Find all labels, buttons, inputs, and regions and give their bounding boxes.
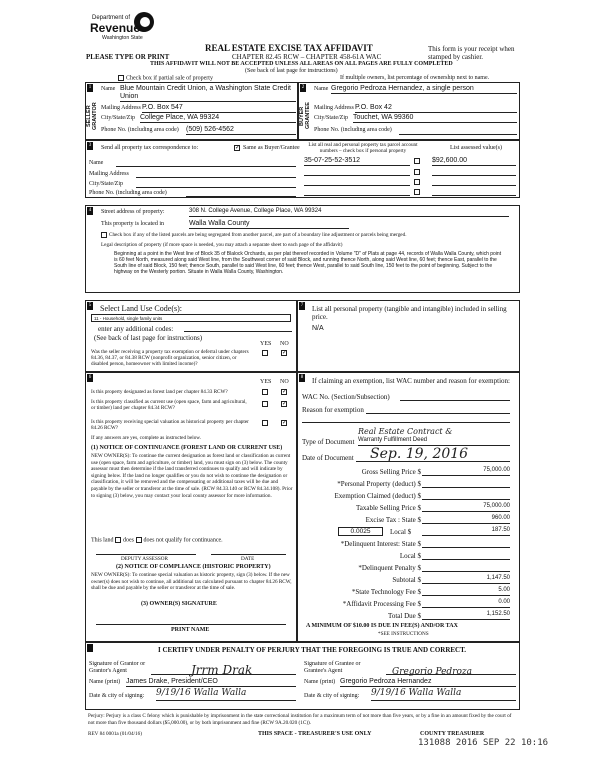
exemption-question: Was the seller receiving a property tax exemption or deferral under chapters 84.36, 84.37, or 84.38 RCW (nonprofit organization, senior citizen, or disabled person, homeowner with limited income)? (91, 349, 249, 367)
s3-name-label: Name (89, 160, 104, 166)
grantee-sig-label: Signature of Grantee or Grantee's Agent (304, 661, 361, 674)
calc-row (298, 551, 521, 561)
does-checkbox[interactable] (115, 537, 121, 543)
seller-name[interactable]: Blue Mountain Credit Union, a Washington State Credit Union (120, 85, 296, 102)
if-yes-note: If any answers are yes, complete as instructed below. (91, 435, 202, 441)
land-qualify-row: This land does does not qualify for continuance. (91, 537, 223, 544)
seller-phone[interactable]: (509) 526-4562 (186, 126, 296, 135)
seller-city[interactable]: College Place, WA 99324 (140, 114, 296, 123)
calc-value[interactable] (422, 491, 510, 500)
calc-value[interactable]: 1,147.50 (422, 575, 510, 584)
perjury-note: Perjury: Perjury is a class C felony which is punishable by imprisonment in the state correctional institution for a maximum term of not more than five years, or by a fine in an amount fixed by the court of not more than five thousand dollars ($5,000.00), or by both imprisonment and fine (RCW 9A.20.020 (1C)). (88, 713, 512, 726)
value-2[interactable] (432, 168, 516, 176)
current-use-question: Is this property classified as current use (open space, farm and agricultural, or timber) land per chapter 84.34 RCW? (91, 399, 247, 411)
doc-date-label: Date of Document (302, 454, 354, 462)
grantor-sig-label: Signature of Grantor or Grantor's Agent (89, 661, 146, 674)
calc-label: Exemption Claimed (deduct) $ (334, 492, 421, 500)
forest-question: Is this property designated as forest land per chapter 84.33 RCW? (91, 389, 228, 395)
parcel-1-personal-checkbox[interactable] (414, 158, 420, 164)
land-use-label: Select Land Use Code(s): (100, 304, 182, 313)
calc-value[interactable]: 5.00 (422, 587, 510, 596)
s3-city-label: City/State/Zip (89, 181, 123, 187)
calc-label: *Delinquent Interest: State $ (340, 540, 421, 548)
calc-value[interactable]: 960.00 (422, 515, 510, 524)
s3-city-input[interactable] (136, 180, 296, 188)
section-number-4: 4 (88, 208, 92, 213)
parcel-3[interactable] (304, 178, 410, 186)
buyer-city[interactable]: Touchet, WA 99360 (353, 114, 517, 123)
s3-mailing-label: Mailing Address (89, 171, 129, 177)
calc-row (298, 539, 521, 549)
section-3 (85, 140, 520, 198)
calc-label: *Affidavit Processing Fee $ (342, 600, 421, 608)
grantor-name[interactable]: James Drake, President/CEO (126, 678, 296, 687)
historic-yes[interactable] (262, 420, 268, 426)
s3-phone-label: Phone No. (including area code) (89, 190, 167, 196)
section-8 (297, 372, 520, 642)
grantor-date[interactable]: 9/19/16 Walla Walla (156, 688, 296, 701)
calc-label: *Personal Property (deduct) $ (337, 480, 421, 488)
street-address[interactable]: 308 N. College Avenue, College Place, WA 99324 (189, 208, 509, 217)
notice-1-body: NEW OWNER(S): To continue the current designation as forest land or classification as current use (open space, farm and agriculture, or timber) land, you must sign on (3) below. The county assessor must then determine if the land transferred continues to qualify and will indicate by signing below. If the land no longer qualifies or you do not wish to continue the designation or classification, it will be removed and the compensating or additional taxes will be due and payable by the seller or transferor at the time of sale. (RCW 84.33.140 or RCW 84.34.108). Prior to signing (3) below, you may contact your local county assessor for more information. (91, 453, 293, 499)
logo-state: Washington State (102, 35, 143, 41)
doc-type-label: Type of Document (302, 438, 355, 446)
calc-value[interactable] (422, 539, 510, 548)
doc-type-handwritten: Real Estate Contract & (358, 427, 453, 436)
does-not-checkbox[interactable] (136, 537, 142, 543)
current-use-no[interactable]: ✓ (282, 401, 288, 407)
segregated-row[interactable]: Check box if any of the listed parcels are being segregated from another parcel, are part of a boundary line adjustment or parcels being merged. (101, 232, 407, 238)
land-use-select[interactable]: 11 - Household, single family units (91, 314, 291, 322)
seller-name-label: Name (101, 86, 116, 92)
multiple-owners-note: If multiple owners, list percentage of ownership next to name. (340, 75, 490, 81)
notice-1-title: (1) NOTICE OF CONTINUANCE (FOREST LAND OR CURRENT USE) (91, 445, 283, 451)
section-number-3: 3 (88, 143, 92, 148)
owner-sig-label: (3) OWNER(S) SIGNATURE (141, 601, 217, 607)
section-6 (85, 372, 297, 642)
s3-mailing-input[interactable] (136, 170, 296, 178)
calc-label: Total Due $ (388, 612, 421, 620)
wac-label: WAC No. (Section/Subsection) (302, 393, 390, 401)
value-header: List assessed value(s) (450, 145, 502, 151)
treasurer-space: THIS SPACE - TREASURER'S USE ONLY (258, 731, 372, 737)
calc-row (298, 599, 521, 609)
calc-value[interactable] (422, 551, 510, 560)
calc-label: Gross Selling Price $ (361, 468, 421, 476)
wac-input[interactable] (400, 392, 510, 401)
section-number-5: 5 (88, 303, 92, 308)
historic-question: Is this property receiving special valuation as historical property per chapter 84.26 RCW? (91, 419, 249, 431)
certify-marker (87, 644, 93, 652)
section-5 (85, 300, 297, 372)
section-number-1: 1 (88, 85, 92, 90)
grantee-signature-scrawl: Gregorio Pedroza (392, 667, 473, 677)
calc-value[interactable]: 75,000.00 (422, 467, 510, 476)
treasurer-stamp: 131088 2016 SEP 22 10:16 (418, 738, 549, 748)
calc-label: Excise Tax : State $ (365, 516, 421, 524)
seller-phone-label: Phone No. (including area code) (101, 127, 179, 133)
calc-row (298, 491, 521, 501)
local-rate[interactable]: 0.0025 (338, 527, 383, 536)
deputy-sig-line[interactable] (96, 549, 196, 555)
s5-no-header: NO (280, 341, 289, 347)
buyer-mailing-label: Mailing Address (314, 105, 354, 111)
grantee-signature[interactable] (386, 661, 516, 675)
forest-no[interactable]: ✓ (282, 389, 288, 395)
seller-side-label: SELLER GRANTOR (86, 102, 98, 130)
receipt-note: This form is your receipt when stamped by cashier. (428, 45, 515, 61)
calc-label: *State Technology Fee $ (351, 588, 421, 596)
section-number-7: 7 (300, 303, 304, 308)
see-back-note: (See back of last page for instructions) (245, 68, 338, 74)
parcel-2[interactable] (304, 168, 410, 176)
located-label: This property is located in (101, 221, 164, 227)
reason-label: Reason for exemption (302, 406, 364, 414)
logo-revenue: Revenue (90, 21, 141, 35)
buyer-phone-label: Phone No. (including area code) (314, 127, 392, 133)
street-label: Street address of property: (101, 209, 165, 215)
parcel-4-checkbox[interactable] (414, 189, 420, 195)
section-1-seller (85, 82, 298, 140)
calc-row (298, 467, 521, 477)
grantee-date-label: Date & city of signing: (304, 693, 360, 699)
buyer-city-label: City/State/Zip (314, 115, 348, 121)
doc-date[interactable]: Sep. 19, 2016 (356, 446, 510, 462)
calc-row (298, 575, 521, 585)
owner-sig-line[interactable] (96, 619, 286, 625)
page-subtitle: CHAPTER 82.45 RCW – CHAPTER 458-61A WAC (232, 53, 382, 61)
reason-input[interactable] (366, 405, 510, 414)
land-use-see-back: (See back of last page for instructions) (94, 334, 203, 342)
warning-text: THIS AFFIDAVIT WILL NOT BE ACCEPTED UNLESS ALL AREAS ON ALL PAGES ARE FULLY COMPLETED (150, 61, 453, 67)
calc-value[interactable]: 1,152.50 (422, 611, 510, 620)
grantor-signature-scrawl: Jrrm Drak (191, 663, 253, 677)
calc-label: Taxable Selling Price $ (355, 504, 421, 512)
type-print-note: PLEASE TYPE OR PRINT (86, 53, 170, 61)
grantee-name[interactable]: Gregorio Pedroza Hernandez (340, 678, 516, 687)
calc-value[interactable]: 0.00 (422, 599, 510, 608)
historic-no[interactable]: ✓ (282, 420, 288, 426)
deputy-date-line[interactable] (211, 549, 286, 555)
buyer-phone[interactable] (399, 126, 517, 135)
parcel-header: List all real and personal property tax parcel account numbers – check box if personal property (308, 142, 418, 154)
grantee-name-label: Name (print) (304, 679, 336, 685)
county[interactable]: Walla Walla County (189, 220, 349, 229)
send-to-label: Send all property tax correspondence to: (101, 145, 199, 151)
calc-value[interactable]: 75,000.00 (422, 503, 510, 512)
s6-no-header: NO (280, 379, 289, 385)
personal-property-label: List all personal property (tangible and intangible) included in selling price. (312, 305, 507, 321)
partial-sale-row[interactable]: Check box if partial sale of property (118, 75, 213, 82)
grantor-signature[interactable] (151, 661, 296, 675)
reason-input-2[interactable] (302, 417, 510, 423)
section-2-buyer (298, 82, 520, 140)
section-number-2: 2 (301, 85, 305, 90)
grantor-date-label: Date & city of signing: (89, 693, 145, 699)
notice-2-body: NEW OWNER(S): To continue special valuation as historic property, sign (3) below. If the new owner(s) does not wish to continue, all additional tax calculated pursuant to chapter 84.26 RCW, shall be due and payable by the seller or transferor at the time of sale. (91, 572, 292, 592)
s6-yes-header: YES (260, 379, 272, 385)
print-name-label: PRINT NAME (171, 627, 210, 633)
seller-mailing-label: Mailing Address (101, 105, 141, 111)
calc-row (298, 587, 521, 597)
current-use-yes[interactable] (262, 401, 268, 407)
additional-codes-label: enter any additional codes: (98, 325, 174, 333)
same-as-buyer-checkbox[interactable]: ✓ (235, 145, 241, 151)
buyer-side-label: BUYER GRANTEE (299, 102, 311, 130)
local-tax[interactable]: 187.50 (422, 527, 510, 536)
additional-codes-input[interactable] (184, 324, 292, 332)
parcel-number[interactable]: 35-07-25-52-3512 (304, 157, 410, 166)
same-as-buyer-label: Same as Buyer/Grantee (243, 145, 300, 151)
s5-yes-header: YES (260, 341, 272, 347)
s3-name-input[interactable] (116, 159, 296, 167)
calc-label: Subtotal $ (392, 576, 421, 584)
see-instructions: *SEE INSTRUCTIONS (378, 631, 429, 637)
calc-row (298, 479, 521, 489)
section-number-6: 6 (88, 375, 92, 380)
seller-mailing[interactable]: P.O. Box 547 (142, 104, 296, 113)
legal-description: Beginning at a point in the West line of Block 35 of Blalock Orchards, as per plat thereof recorded in Volume "D" of Plats at page 44, records of Walla Walla County, which point is 60 feet North, measured along said West line, from the Southwest corner of said Block, and running thence North, along said West line, 60 feet; thence East, parallel to the South line of said Block, 150 feet; thence South, parallel to said West line, 60 feet; thence West, parallel to said South line, 150 feet to the point of beginning. Subject to the highway on the Westerly portion. Situate in Walla Walla County, Washington. (114, 251, 502, 275)
calc-label: Local $ (399, 552, 421, 560)
value-4[interactable] (432, 188, 516, 196)
section-4 (85, 205, 520, 293)
calc-row (298, 563, 521, 573)
certify-title: I CERTIFY UNDER PENALTY OF PERJURY THAT THE FOREGOING IS TRUE AND CORRECT. (158, 646, 467, 654)
dor-logo (88, 12, 158, 48)
county-treasurer: COUNTY TREASURER (420, 731, 485, 737)
calc-row (298, 515, 521, 525)
calc-row (298, 503, 521, 513)
calc-value[interactable] (422, 563, 510, 572)
exemption-label: If claiming an exemption, list WAC number and reason for exemption: (312, 377, 510, 385)
parcel-4[interactable] (304, 188, 410, 196)
s5-no-checkbox[interactable]: ✓ (282, 350, 288, 356)
forest-yes[interactable] (262, 389, 268, 395)
parcel-3-checkbox[interactable] (414, 179, 420, 185)
personal-property-value[interactable]: N/A (312, 325, 324, 332)
minimum-note: A MINIMUM OF $10.00 IS DUE IN FEE(S) AND/OR TAX (306, 623, 458, 629)
seller-city-label: City/State/Zip (101, 115, 135, 121)
calc-value[interactable] (422, 479, 510, 488)
calc-label: *Delinquent Penalty $ (358, 564, 421, 572)
rate-row (298, 527, 521, 537)
buyer-name[interactable]: Gregorio Pedroza Hernandez, a single person (331, 85, 517, 94)
legal-label: Legal description of property (if more space is needed, you may attach a separate sheet to each page of the affidavit) (101, 242, 343, 248)
grantor-name-label: Name (print) (89, 679, 121, 685)
segregated-checkbox[interactable] (101, 232, 107, 238)
value-3[interactable] (432, 178, 516, 186)
grantee-date[interactable]: 9/19/16 Walla Walla (371, 688, 516, 701)
local-label: Local $ (390, 528, 412, 536)
certify-section (85, 642, 520, 710)
buyer-mailing[interactable]: P.O. Box 42 (355, 104, 517, 113)
partial-sale-checkbox[interactable] (118, 75, 124, 81)
logo-dept: Department of (92, 15, 131, 21)
assessed-value[interactable]: $92,600.00 (432, 157, 516, 166)
s5-yes-checkbox[interactable] (262, 350, 268, 356)
section-7 (297, 300, 520, 372)
section-number-8: 8 (300, 375, 304, 380)
form-number: REV 84 0001a (01/04/16) (88, 731, 142, 737)
calc-row (298, 611, 521, 621)
notice-2-title: (2) NOTICE OF COMPLIANCE (HISTORIC PROPERTY) (116, 564, 271, 570)
s3-phone-input[interactable] (186, 189, 296, 197)
doc-type[interactable]: Warranty Fulfillment Deed (358, 437, 510, 446)
parcel-2-checkbox[interactable] (414, 169, 420, 175)
page-title: REAL ESTATE EXCISE TAX AFFIDAVIT (205, 43, 373, 53)
deputy-label: DEPUTY ASSESSOR (121, 556, 168, 562)
deputy-date-label: DATE (241, 556, 255, 562)
buyer-name-label: Name (314, 86, 329, 92)
